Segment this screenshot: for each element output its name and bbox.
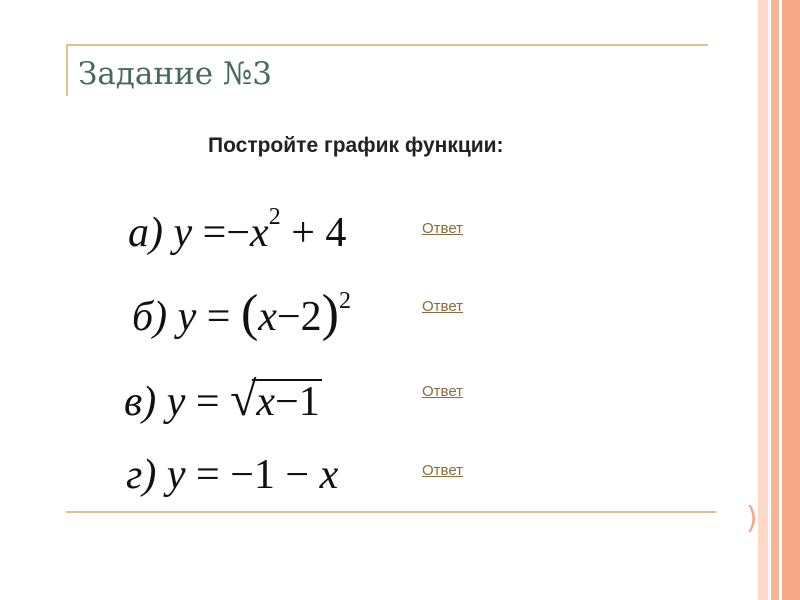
task-label: а): [128, 210, 163, 256]
formula-open-paren: (: [240, 285, 259, 342]
task-v-formula: [124, 373, 322, 426]
task-b-formula: [132, 285, 351, 342]
formula-plus: +: [291, 210, 315, 256]
slide-title: Задание №3: [78, 56, 272, 92]
formula-var: x: [258, 294, 277, 340]
frame-left-line: [66, 44, 68, 96]
frame-top-line: [66, 44, 708, 46]
formula-const: 1: [253, 452, 275, 498]
decor-paren: ): [746, 501, 758, 536]
formula-equals: =: [196, 452, 220, 498]
formula-const: 4: [325, 210, 347, 256]
task-label: в): [124, 379, 157, 425]
sqrt-body: [252, 379, 321, 423]
formula-minus: −: [276, 294, 301, 340]
sqrt-sign: √: [230, 373, 257, 426]
formula-minus: −: [226, 210, 251, 256]
decor-stripe: [758, 0, 768, 600]
decor-stripe: [782, 0, 800, 600]
formula-minus: −: [275, 379, 299, 425]
formula-minus: −: [285, 452, 310, 498]
formula-lhs: y: [177, 294, 197, 340]
answer-link-a[interactable]: Ответ: [422, 220, 464, 237]
task-g-formula: [126, 454, 338, 496]
task-label: б): [132, 294, 168, 340]
decor-stripe: [771, 0, 779, 600]
frame-bottom-line: [66, 511, 716, 513]
task-a-formula: [128, 204, 347, 256]
formula-var: x: [256, 379, 276, 425]
formula-equals: =: [206, 294, 231, 340]
formula-equals: =: [202, 210, 227, 256]
formula-const: 1: [298, 379, 320, 425]
answer-link-b[interactable]: Ответ: [422, 298, 464, 315]
formula-equals: =: [195, 379, 220, 425]
formula-sqrt: [230, 373, 322, 426]
answer-link-g[interactable]: Ответ: [422, 462, 464, 479]
answer-link-v[interactable]: Ответ: [422, 383, 464, 400]
formula-var: x: [319, 452, 339, 498]
formula-var: x: [250, 210, 269, 256]
task-label: г): [126, 452, 157, 498]
formula-lhs: y: [166, 379, 186, 425]
slide-subtitle: Постройте график функции:: [208, 134, 504, 157]
formula-power: 2: [268, 204, 281, 230]
formula-lhs: y: [173, 210, 193, 256]
formula-close-paren: ): [321, 285, 339, 342]
formula-minus: −: [230, 452, 254, 498]
formula-power: 2: [338, 288, 351, 314]
formula-const: 2: [300, 294, 322, 340]
formula-lhs: y: [166, 452, 186, 498]
